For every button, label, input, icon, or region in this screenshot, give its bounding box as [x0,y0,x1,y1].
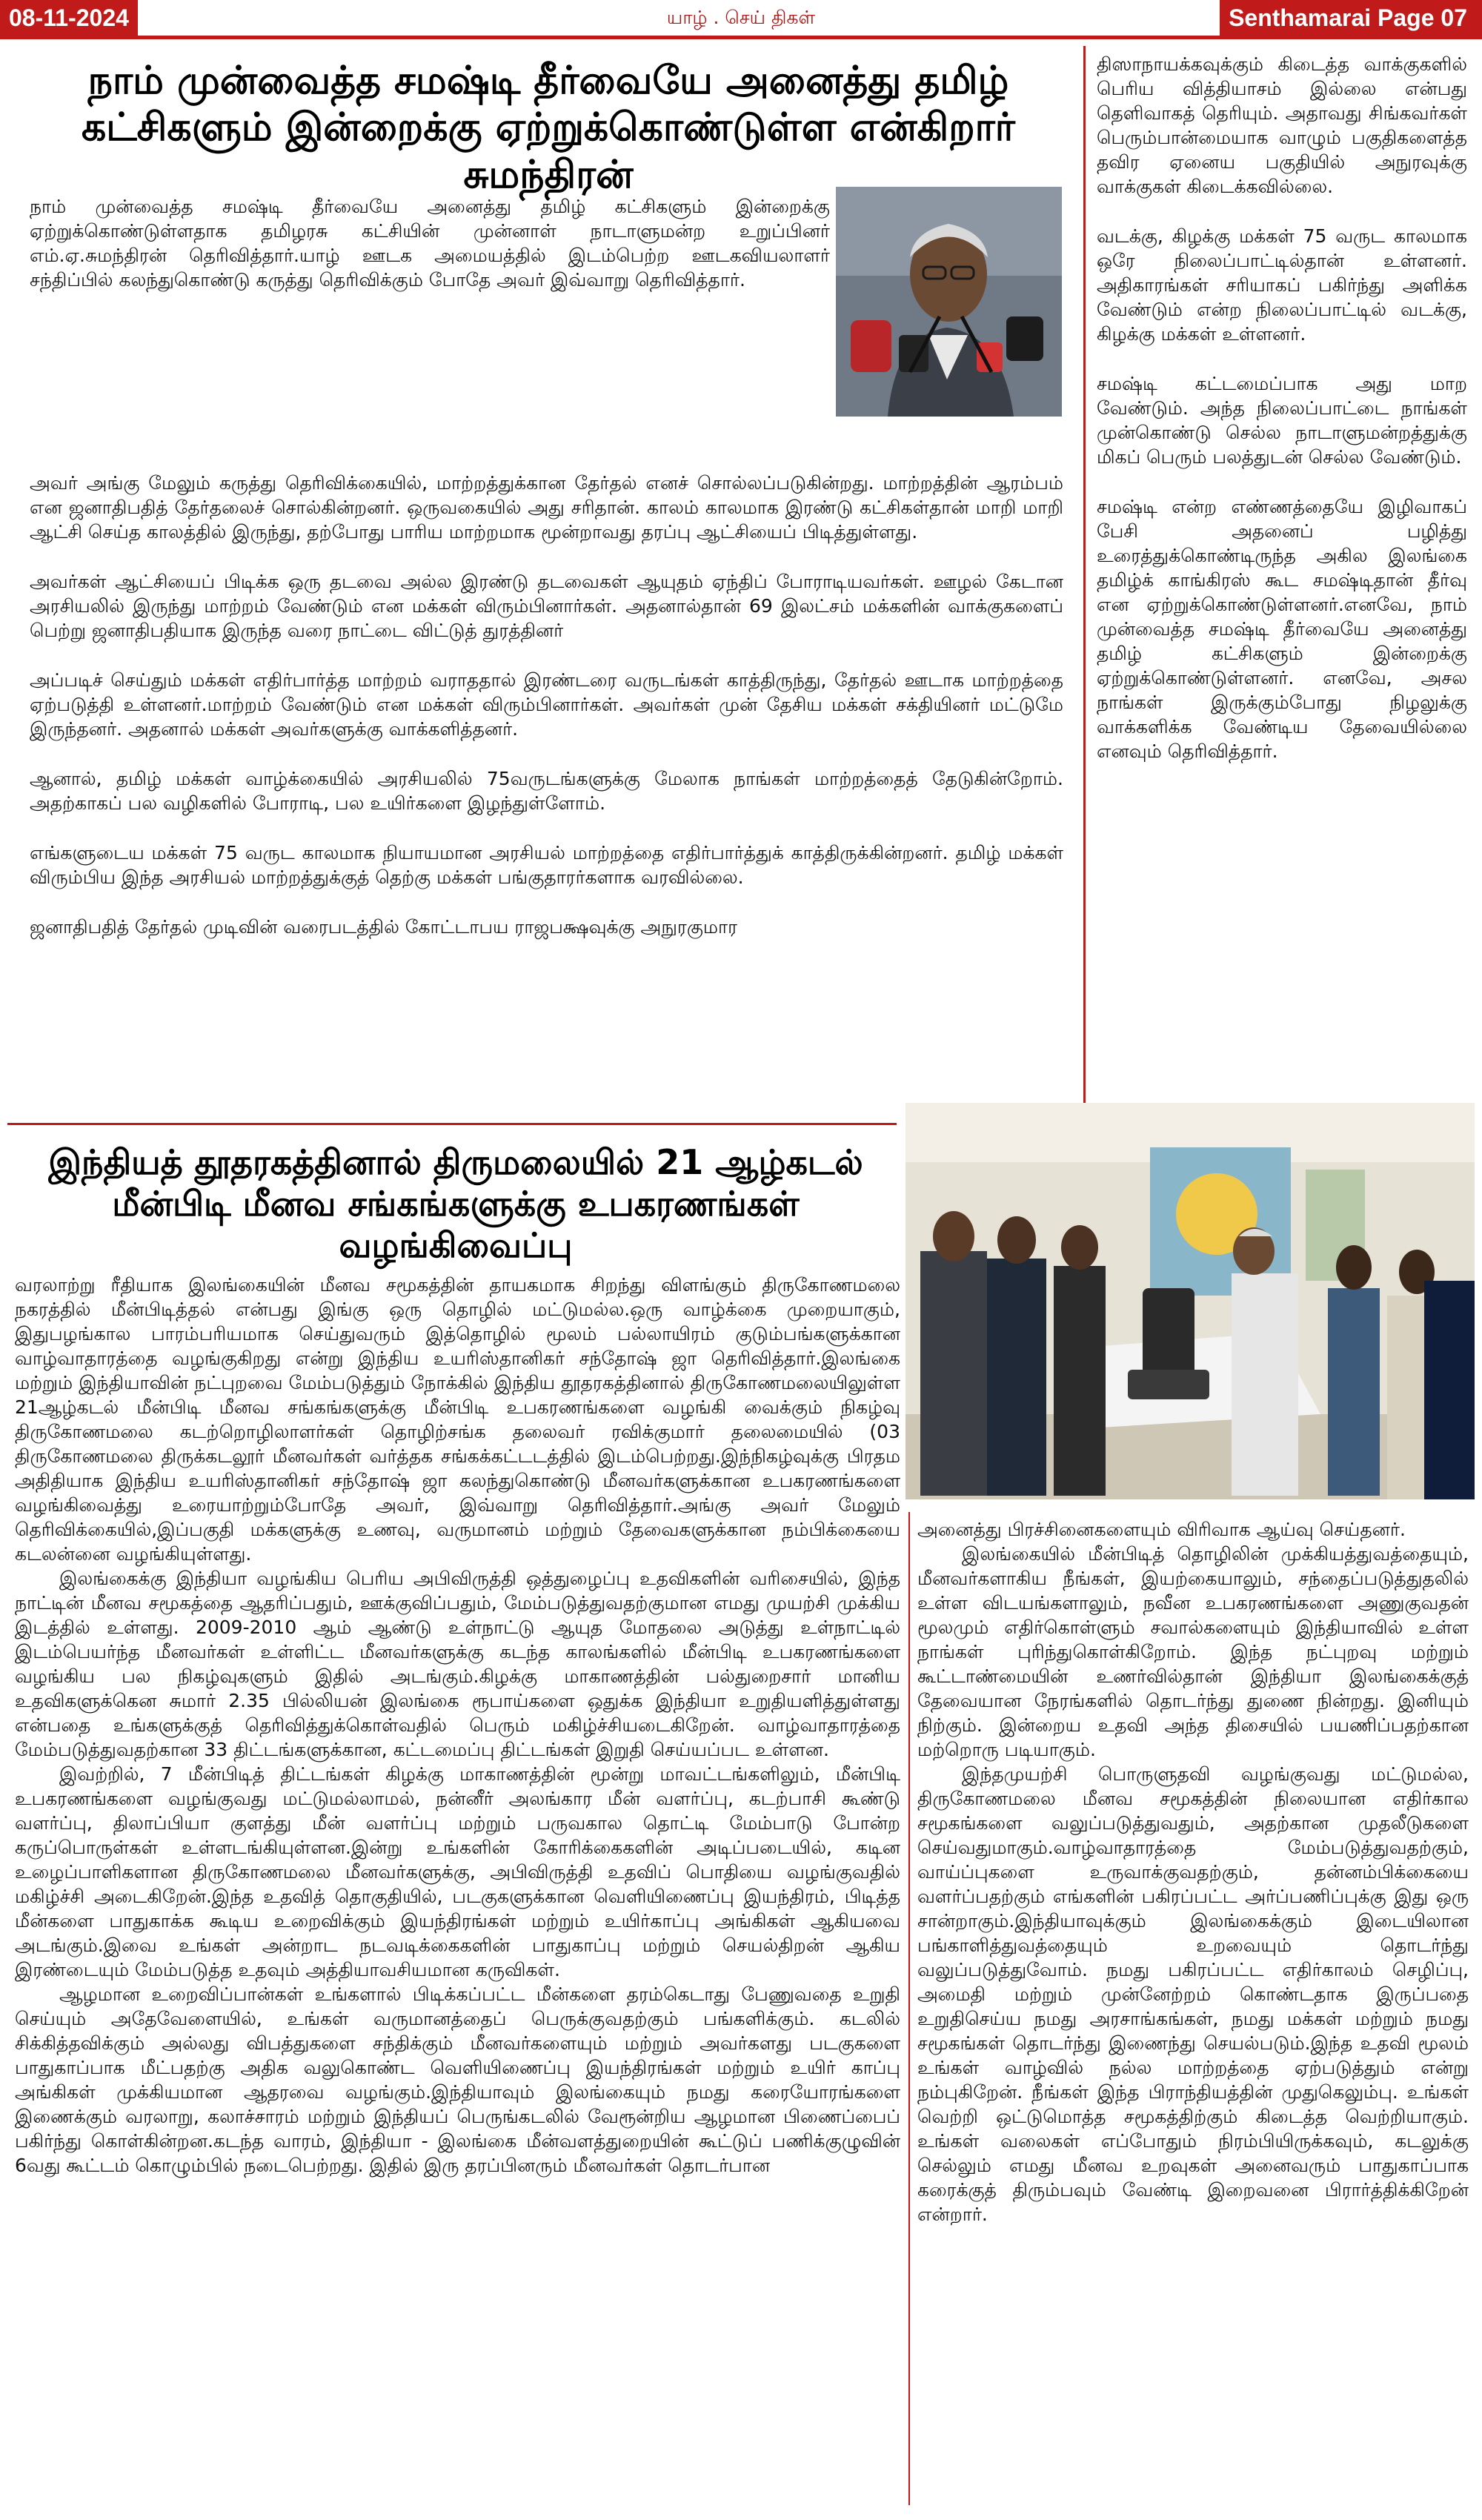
article2-body [15,1273,900,2178]
article2-paragraph: ஆழமான உறைவிப்பான்கள் உங்களால் பிடிக்கப்பட்ட மீன்களை தரம்கெடாது பேணுவதை உறுதி செய்யும் அதேவேளையில், உங்கள் வருமானத்தைப் பெருக்குவதற்கும் பங்களிக்கும். கடலில் சிக்கித்தவிக்கும் அல்லது விபத்துகளை சந்திக்கும் மீனவர்களையும் மற்றும் அவர்களது படகுகளை பாதுகாப்பாக மீட்பதற்கு அதிக வலுகொண்ட வெளியிணைப்பு இயந்திரங்கள் மற்றும் உயிர் காப்பு அங்கிகள் முக்கியமான ஆதரவை வழங்கும்.இந்தியாவும் இலங்கையும் நமது கரையோரங்களை இணைக்கும் வரலாறு, கலாச்சாரம் மற்றும் இந்தியப் பெருங்கடலில் வேரூன்றிய ஆழமான பிணைப்பைப் பகிர்ந்து கொள்கின்றன.கடந்த வாரம், இந்தியா - இலங்கை மீன்வளத்துறையின் கூட்டுப் பணிக்குழுவின் 6வது கூட்டம் கொழும்பில் நடைபெற்றது. இதில் இரு தரப்பினரும் மீனவர்கள் தொடர்பான [15,1983,900,2176]
article-divider [7,1123,897,1125]
article1-paragraph: அவர்கள் ஆட்சியைப் பிடிக்க ஒரு தடவை அல்ல இரண்டு தடவைகள் ஆயுதம் ஏந்திப் போராடியவர்கள். ஊழல் கேடான அரசியலில் இருந்து மாற்றம் வேண்டும் என மக்கள் விரும்பினார்கள். அதனால்தான் 69 இலட்சம் மக்களின் வாக்குகளைப் பெற்று ஜனாதிபதியாக இருந்த வரை நாட்டை விட்டுத் துரத்தினர் [30,571,1063,641]
article2-side-paragraph: இந்தமுயற்சி பொருளுதவி வழங்குவது மட்டுமல்ல, திருகோணமலை மீனவ சமூகத்தின் நிலையான எதிர்கால சமூகங்களை வலுப்படுத்துவதும், அதற்கான முதலீடுகளை செய்வதுமாகும்.வாழ்வாதாரத்தை மேம்படுத்துவதற்கும், வாய்ப்புகளை உருவாக்குவதற்கும், தன்னம்பிக்கையை வளர்ப்பதற்கும் எங்களின் பகிரப்பட்ட அர்ப்பணிப்புக்கு இது ஒரு சான்றாகும்.இந்தியாவுக்கும் இலங்கைக்கும் இடையிலான பங்காளித்துவத்தையும் உறவையும் தொடர்ந்து வலுப்படுத்துவோம். நமது பகிரப்பட்ட எதிர்காலம் செழிப்பு, அமைதி மற்றும் முன்னேற்றம் கொண்டதாக இருப்பதை உறுதிசெய்ய நமது அரசாங்கங்கள், நமது மக்கள் மற்றும் நமது சமூகங்கள் தொடர்ந்து இணைந்து செயல்படும்.இந்த உதவி மூலம் உங்கள் வாழ்வில் நல்ல மாற்றத்தை ஏற்படுத்தும் என்று நம்புகிறேன். நீங்கள் இந்த பிராந்தியத்தின் முதுகெலும்பு. உங்கள் வெற்றி ஒட்டுமொத்த சமூகத்திற்கும் கிடைத்த வெற்றியாகும். உங்கள் வலைகள் எப்போதும் நிரம்பியிருக்கவும், கடலுக்கு செல்லும் எமது மீனவ உறவுகள் அனைவரும் பாதுகாப்பாக கரைக்குத் திரும்பவும் வேண்டி இறைவனை பிரார்த்திக்கிறேன் என்றார். [917,1763,1469,2225]
section-title: யாழ் . செய் திகள் [666,7,816,28]
article2-headline: இந்தியத் தூதரகத்தினால் திருமலையில் 21 ஆழ்கடல் மீன்பிடி மீனவ சங்கங்களுக்கு உபகரணங்கள் வழங்கிவைப்பு [48,1142,863,1266]
article1-body [30,471,1063,964]
article1-paragraph: அப்படிச் செய்தும் மக்கள் எதிர்பார்த்த மாற்றம் வராததால் இரண்டரை வருடங்கள் காத்திருந்து, தேர்தல் ஊடாக மாற்றத்தை ஏற்படுத்தி உள்ளனர்.மாற்றம் வேண்டும் என மக்கள் விரும்பினார்கள். அவர்கள் முன் தேசிய மக்கள் சக்தியினர் மட்டுமே இருந்தனர். அதனால் மக்கள் அவர்களுக்கு வாக்களித்தனர். [30,669,1063,740]
article1-paragraph: ஆனால், தமிழ் மக்கள் வாழ்க்கையில் அரசியலில் 75வருடங்களுக்கு மேலாக நாங்கள் மாற்றத்தைத் தேடுகின்றோம். அதற்காகப் பல வழிகளில் போராடி, பல உயிர்களை இழந்துள்ளோம். [30,768,1063,814]
article1-side-paragraph: திஸாநாயக்கவுக்கும் கிடைத்த வாக்குகளில் பெரிய வித்தியாசம் இல்லை என்பது தெளிவாகத் தெரியும். அதாவது சிங்கவர்கள் பெரும்பான்மையாக வாழும் பகுதிகளைத்த தவிர ஏனைய பகுதியில் அநுரவுக்கு வாக்குகள் கிடைக்கவில்லை. [1097,53,1467,197]
article1-side-paragraph: சமஷ்டி கட்டமைப்பாக அது மாற வேண்டும். அந்த நிலைப்பாட்டை நாங்கள் முன்கொண்டு செல்ல நாடாளுமன்றத்துக்கு மிகப் பெரும் பலத்துடன் செல்ல வேண்டும். [1097,373,1467,468]
article1-paragraph: அவர் அங்கு மேலும் கருத்து தெரிவிக்கையில், மாற்றத்துக்கான தேர்தல் எனச் சொல்லப்படுகின்றது. மாற்றத்தின் ஆரம்பம் என ஜனாதிபதித் தேர்தலைச் சொல்கின்றனர். ஒருவகையில் அது சரிதான். காலம் காலமாக இரண்டு கட்சிகள்தான் மாறி மாறி ஆட்சி செய்த காலத்தில் இருந்து, தற்போது பாரிய மாற்றமாக மூன்றாவது தரப்பு ஆட்சியைப் பிடித்துள்ளது. [30,472,1063,543]
article2-side-paragraph: அனைத்து பிரச்சினைகளையும் விரிவாக ஆய்வு செய்தனர். [917,1519,1406,1540]
article1-paragraph: ஜனாதிபதித் தேர்தல் முடிவின் வரைபடத்தில் கோட்டாபய ராஜபக்ஷவுக்கு அநுரகுமார [30,916,738,938]
column-divider [908,1512,910,2505]
page-header [0,0,1482,39]
paper-brand-page: Senthamarai Page 07 [1220,0,1482,36]
article2-paragraph: வரலாற்று ரீதியாக இலங்கையின் மீனவ சமூகத்தின் தாயகமாக சிறந்து விளங்கும் திருகோணமலை நகரத்தில் மீன்பிடித்தல் என்பது இங்கு ஒரு தொழில் மட்டுமல்ல.ஒரு வாழ்க்கை முறையாகும், இதுபழங்கால பாரம்பரியமாக செய்துவரும் இத்தொழில் மூலம் பல்லாயிரம் குடும்பங்களுக்கான வாழ்வாதாரத்தை வழங்குகிறது என்று இந்திய உயரிஸ்தானிகர் சந்தோஷ் ஜா தெரிவித்தார்.இலங்கை மற்றும் இந்தியாவின் நட்புறவை மேம்படுத்தும் நோக்கில் இந்திய தூதரகத்தினால் திருகோணமலையிலுள்ள 21ஆழ்கடல் மீன்பிடி மீனவ சங்கங்களுக்கு மீன்பிடி உபகரணங்களை வழங்கி வைக்கும் நிகழ்வு திருகோணமலை கடற்றொழிலாளர்கள் தொழிற்சங்க தலைவர் ரவிக்குமார் தலைமையில் (03 திருகோணமலை திருக்கடலூர் மீனவர்கள் வர்த்தக சங்கக்கட்டடத்தில் இடம்பெற்றது.இந்நிகழ்வுக்கு பிரதம அதிதியாக இந்திய உயரிஸ்தானிகர் சந்தோஷ் ஜா கலந்துகொண்டு மீனவர்களுக்கான உபகரணங்களை வழங்கிவைத்து உரையாற்றும்போதே அவர், இவ்வாறு தெரிவித்தார்.அங்கு அவர் மேலும் தெரிவிக்கையில்,இப்பகுதி மக்களுக்கு உணவு, வருமானம் மற்றும் தேவைகளுக்கான நம்பிக்கையை கடலன்னை வழங்கியுள்ளது. [15,1274,900,1565]
issue-date: 08-11-2024 [0,0,138,36]
speaker-photo [836,187,1062,417]
article1-intro-paragraph: நாம் முன்வைத்த சமஷ்டி தீர்வையே அனைத்து தமிழ் கட்சிகளும் இன்றைக்கு ஏற்றுக்கொண்டுள்ளதாக தமிழரசு கட்சியின் முன்னாள் நாடாளுமன்ற உறுப்பினர் எம்.ஏ.சுமந்திரன் தெரிவித்தார்.யாழ் ஊடக அமையத்தில் இடம்பெற்ற ஊடகவியலாளர் சந்திப்பில் கலந்துகொண்டு கருத்து தெரிவிக்கும் போதே அவர் இவ்வாறு தெரிவித்தார். [30,196,830,291]
article1-headline: நாம் முன்வைத்த சமஷ்டி தீர்வையே அனைத்து தமிழ் கட்சிகளும் இன்றைக்கு ஏற்றுக்கொண்டுள்ள என்கிறார் சுமந்திரன் [82,59,1015,197]
article1-intro [30,194,830,317]
article1-side-column [1097,52,1467,789]
article2-side-column [917,1517,1469,2226]
event-photo [906,1103,1475,1499]
article1-side-paragraph: வடக்கு, கிழக்கு மக்கள் 75 வருட காலமாக ஒரே நிலைப்பாட்டில்தான் உள்ளனர். அதிகாரங்கள் சரியாகப் பகிர்ந்து அளிக்க வேண்டும் என்ற நிலைப்பாட்டில் வடக்கு, கிழக்கு மக்கள் உள்ளனர். [1097,225,1467,345]
article2-paragraph: இவற்றில், 7 மீன்பிடித் திட்டங்கள் கிழக்கு மாகாணத்தின் மூன்று மாவட்டங்களிலும், மீன்பிடி உபகரணங்களை வழங்குவது மட்டுமல்லாமல், நன்னீர் அலங்கார மீன் வளர்ப்பு, கடற்பாசி கூண்டு வளர்ப்பு, திலாப்பியா குளத்து மீன் வளர்ப்பு மற்றும் பருவகால தொட்டி மேம்பாடு போன்ற கருப்பொருள்கள் உள்ளடங்கியுள்ளன.இன்று உங்களின் கோரிக்கைகளின் அடிப்படையில், கடின உழைப்பாளிகளான திருகோணமலை மீனவர்களுக்கு, அபிவிருத்தி உதவிப் பொதியை வழங்குவதில் மகிழ்ச்சி அடைகிறேன்.இந்த உதவித் தொகுதியில், படகுகளுக்கான வெளியிணைப்பு இயந்திரம், பிடித்த மீன்களை பாதுகாக்க கூடிய உறைவிக்கும் இயந்திரங்கள் மற்றும் உயிர்காப்பு அங்கிகள் ஆகியவை அடங்கும்.இவை உங்கள் அன்றாட நடவடிக்கைகளின் பாதுகாப்பு மற்றும் செயல்திறன் ஆகிய இரண்டையும் மேம்படுத்த உதவும் அத்தியாவசியமான கருவிகள். [15,1763,900,1980]
article1-paragraph: எங்களுடைய மக்கள் 75 வருட காலமாக நியாயமான அரசியல் மாற்றத்தை எதிர்பார்த்துக் காத்திருக்கின்றனர். தமிழ் மக்கள் விரும்பிய இந்த அரசியல் மாற்றத்துக்குத் தெற்கு மக்கள் பங்குதாரர்களாக வரவில்லை. [30,842,1063,888]
article1-side-paragraph: சமஷ்டி என்ற எண்ணத்தையே இழிவாகப் பேசி அதனைப் பழித்து உரைத்துக்கொண்டிருந்த அகில இலங்கை தமிழ்க் காங்கிரஸ் கூட சமஷ்டிதான் தீர்வு என ஏற்றுக்கொண்டுள்ளனர்.எனவே, நாம் முன்வைத்த சமஷ்டி தீர்வையே அனைத்து தமிழ் கட்சிகளும் இன்றைக்கு ஏற்றுக்கொண்டுள்ளனர். எனவே, அசல நாங்கள் இருக்கும்போது நிழலுக்கு வாக்களிக்க வேண்டிய தேவையில்லை எனவும் தெரிவித்தார். [1097,496,1467,762]
article2-paragraph: இலங்கைக்கு இந்தியா வழங்கிய பெரிய அபிவிருத்தி ஒத்துழைப்பு உதவிகளின் வரிசையில், இந்த நாட்டின் மீனவ சமூகத்தை ஆதரிப்பதும், ஊக்குவிப்பதும், மேம்படுத்துவதற்குமான எமது முயற்சி முக்கிய இடத்தில் உள்ளது. 2009-2010 ஆம் ஆண்டு உள்நாட்டு ஆயுத மோதலை அடுத்து உள்நாட்டில் இடம்பெயர்ந்த மீனவர்கள் உள்ளிட்ட மீனவர்களுக்கு கடந்த காலங்களில் மீன்பிடி உபகரணங்களை வழங்கிய பல நிகழ்வுகளும் இதில் அடங்கும்.கிழக்கு மாகாணத்தின் பல்துறைசார் மானிய உதவிகளுக்கென சுமார் 2.35 பில்லியன் இலங்கை ரூபாய்களை ஒதுக்க இந்தியா உறுதியளித்துள்ளது என்பதை உங்களுக்குத் தெரிவித்துக்கொள்வதில் பெரும் மகிழ்ச்சியடைகிறேன். வாழ்வாதாரத்தை மேம்படுத்துவதற்கான 33 திட்டங்களுக்கான, கட்டமைப்பு திட்டங்கள் இறுதி செய்யப்பட உள்ளன. [15,1568,900,1760]
article2-side-paragraph: இலங்கையில் மீன்பிடித் தொழிலின் முக்கியத்துவத்தையும், மீனவர்களாகிய நீங்கள், இயற்கையாலும், சந்தைப்படுத்துதலில் உள்ள விடயங்களாலும், நவீன உபகரணங்களை அணுகுவதன் மூலமும் எதிர்கொள்ளும் சவால்களையும் இந்தியாவில் உள்ள நாங்கள் புரிந்துகொள்கிறோம். இந்த நட்புறவு மற்றும் கூட்டாண்மையின் உணர்வில்தான் இந்தியா இலங்கைக்குத் தேவையான நேரங்களில் தொடர்ந்து துணை நின்றது. இனியும் நிற்கும். இன்றைய உதவி அந்த திசையில் பயணிப்பதற்கான மற்றொரு படியாகும். [917,1543,1469,1760]
column-divider [1083,46,1086,1113]
